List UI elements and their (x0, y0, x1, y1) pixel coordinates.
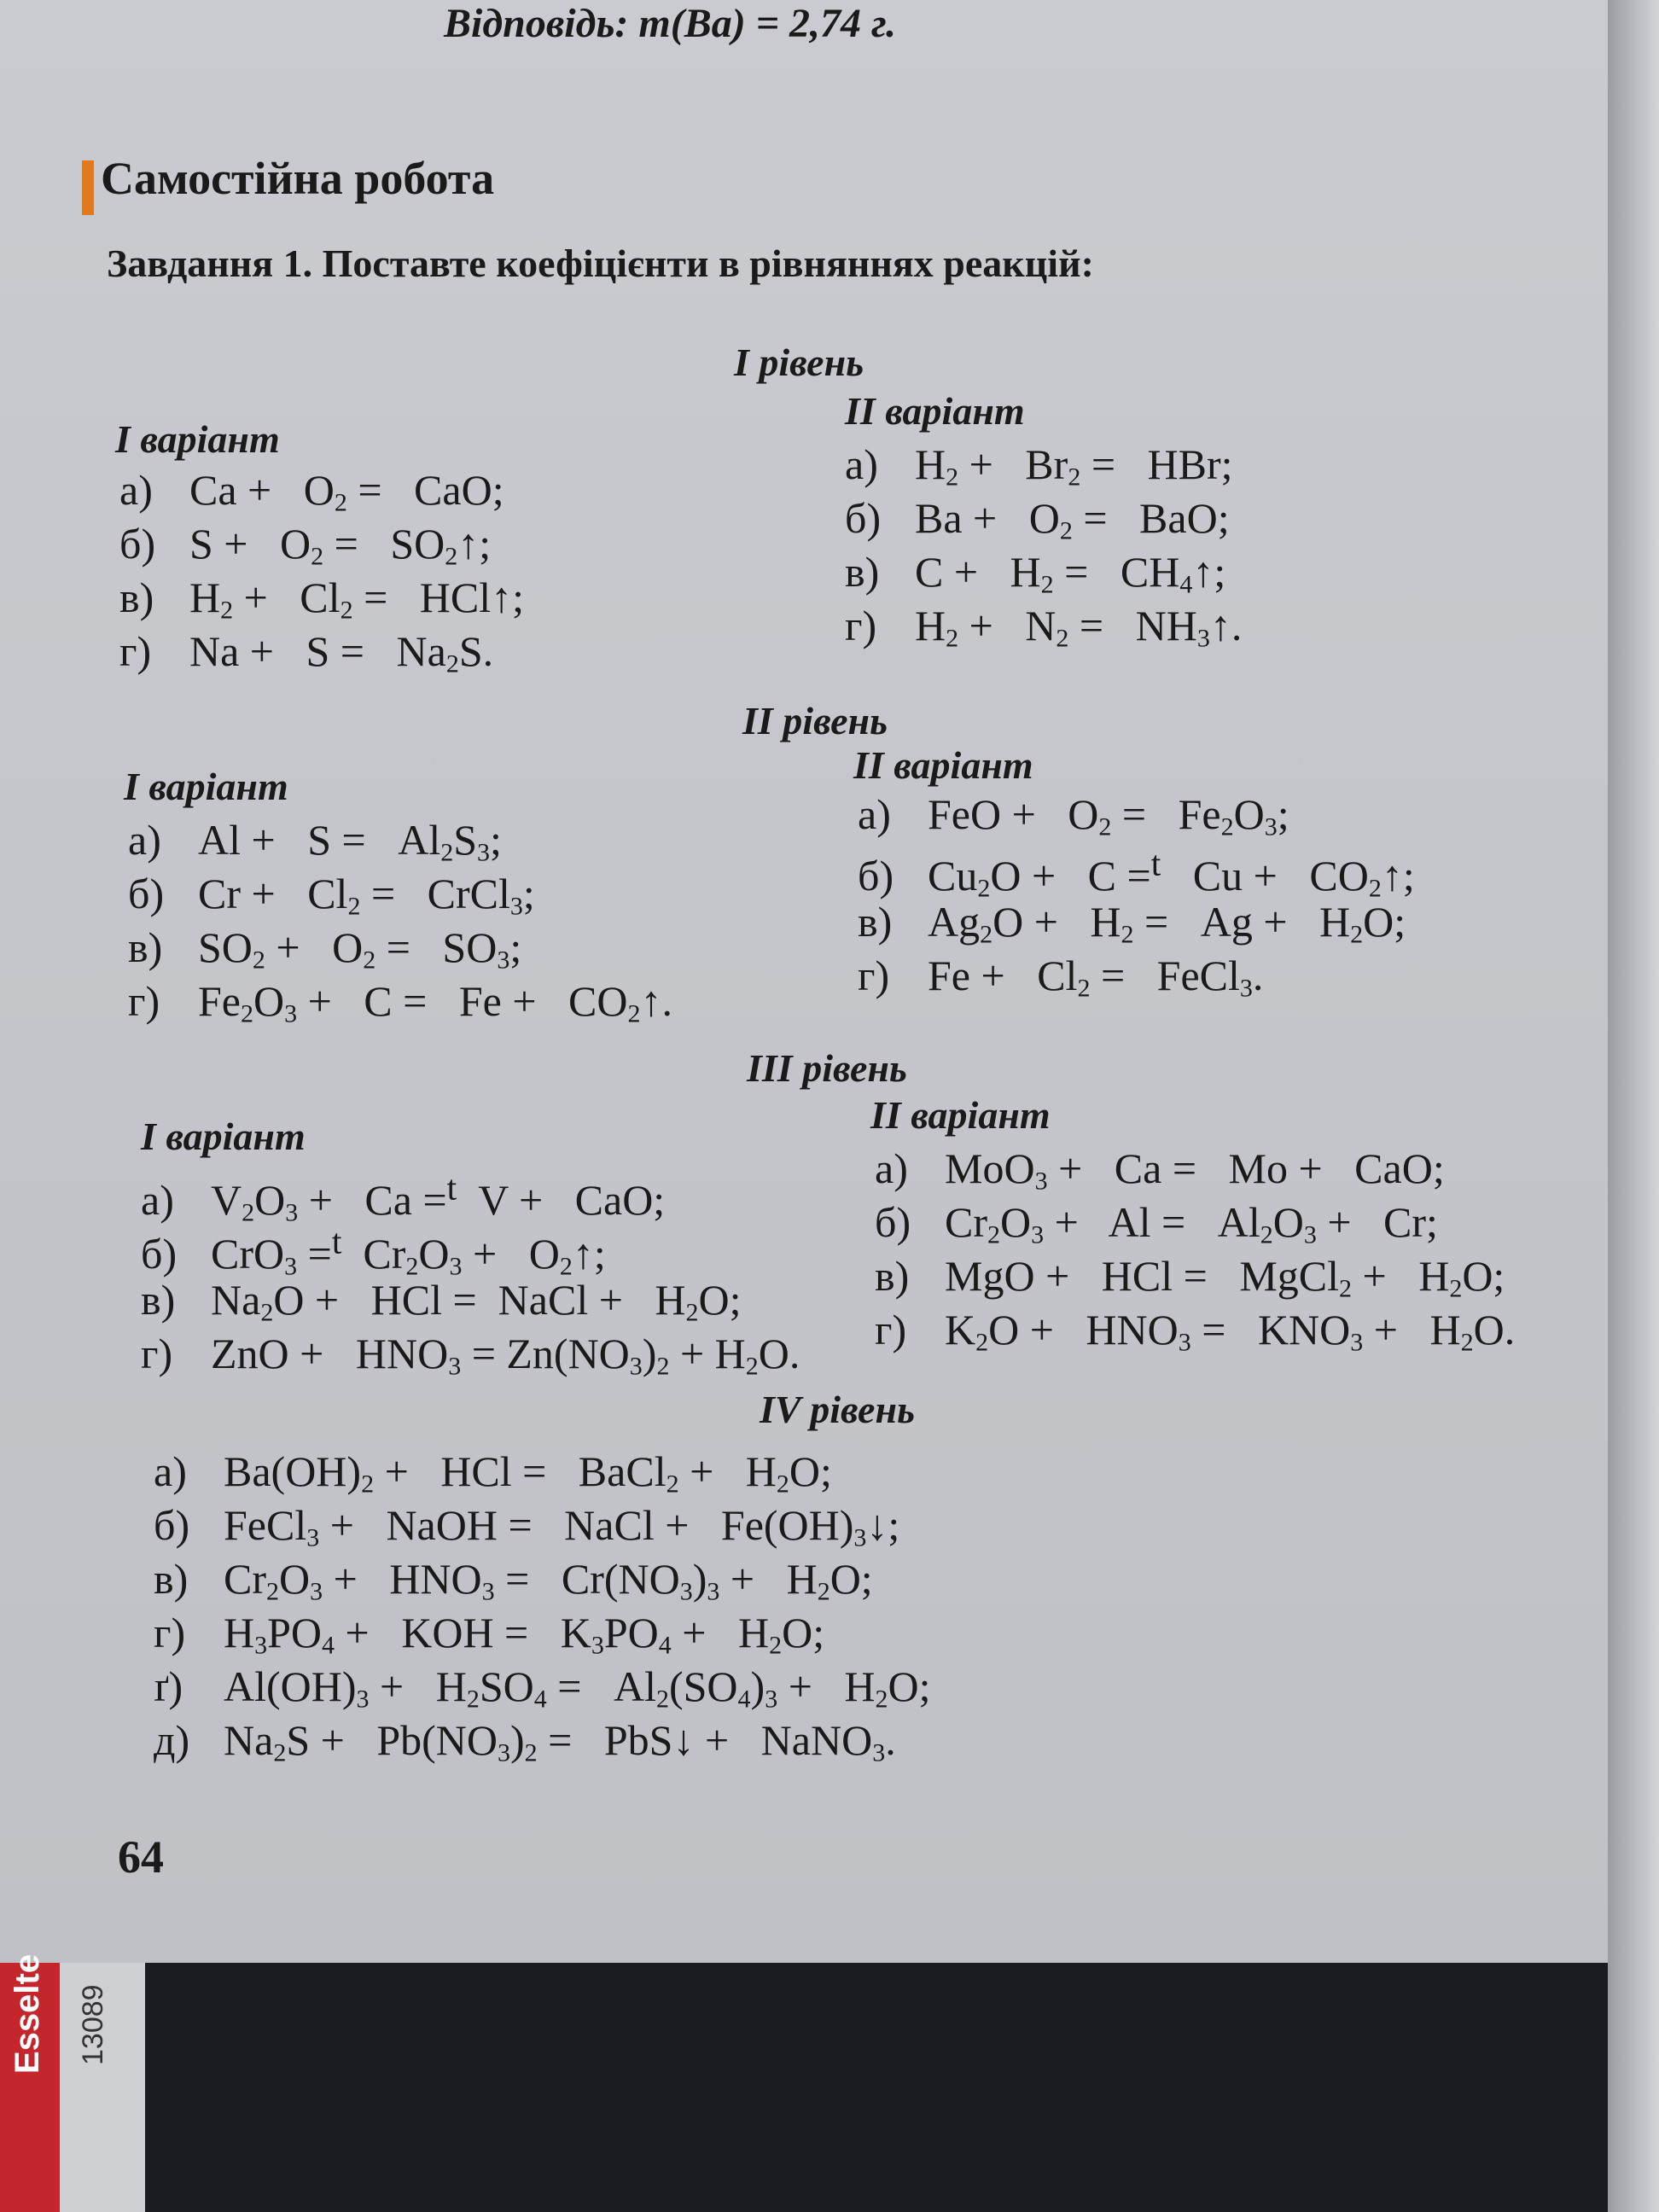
page-number: 64 (118, 1831, 164, 1883)
equation-text: $K_2O + HNO_3 = KNO_3 + H_2O$. (945, 1306, 1516, 1357)
level-1-title: I рівень (734, 341, 864, 384)
equation-letter: а) (858, 790, 891, 838)
equation-text: $C + H_2$ = $CH_4↑$; (915, 548, 1226, 599)
equation-text: $Cr_2O_3 + Al = Al_2O_3 + Cr$; (945, 1198, 1438, 1249)
equation-line (875, 1144, 1445, 1196)
equation-line (128, 869, 535, 922)
equation-line (858, 897, 1406, 950)
equation-line (141, 1275, 742, 1328)
level-3-variant-1-title: I варіант (141, 1115, 306, 1158)
level-2-variant-1-title: I варіант (124, 765, 288, 808)
equation-line (875, 1197, 1438, 1250)
equation-line (141, 1221, 606, 1281)
equation-letter: г) (875, 1306, 907, 1353)
level-3-variant-2-title: II варіант (870, 1093, 1051, 1137)
level-4-title: IV рівень (760, 1388, 916, 1431)
equation-letter: а) (128, 816, 161, 864)
equation-letter: ґ) (154, 1662, 183, 1710)
equation-letter: г) (141, 1330, 173, 1377)
equation-line (154, 1662, 931, 1714)
equation-text: $S + O_2$ = $SO_2↑$; (189, 520, 492, 571)
equation-line (875, 1251, 1505, 1304)
equation-text: CrO$_3$ =$^t$ $Cr_2O_3$ + $O_2↑$; (211, 1222, 606, 1281)
equation-letter: г) (154, 1609, 186, 1656)
equation-letter: а) (141, 1175, 174, 1224)
page-edge-shadow (1608, 0, 1659, 2212)
equation-text: MoO$_3$ + Ca = Mo + CaO; (945, 1144, 1445, 1196)
equation-text: $Ba(OH)_2$ + HCl = BaCl$_2$ + $H_2O$; (224, 1447, 832, 1499)
binder-tab (0, 1953, 145, 2212)
equation-text: MgO + HCl = MgCl$_2$ + $H_2O$; (945, 1252, 1505, 1303)
equation-line (858, 951, 1263, 1004)
equation-text: $Ba + O_2$ = BaO; (915, 494, 1230, 545)
equation-text: ZnO + $HNO_3 = Zn(NO_3)_2 + H_2O$. (211, 1330, 800, 1381)
equation-line (141, 1329, 800, 1382)
equation-line (154, 1447, 832, 1499)
equation-text: $Cr_2O_3 + HNO_3 = Cr(NO_3)_3 + H_2O$; (224, 1555, 873, 1606)
level-2-variant-2-title: II варіант (853, 743, 1033, 787)
equation-letter: б) (141, 1229, 178, 1278)
equation-letter: а) (875, 1144, 908, 1192)
equation-line (845, 493, 1230, 546)
equation-letter: г) (858, 952, 890, 999)
binder-tab-code: 13089 (77, 1984, 109, 2065)
equation-letter: в) (154, 1555, 189, 1603)
section-title: Самостійна робота (101, 153, 495, 204)
equation-text: $H_3PO_4$ + KOH = $K_3PO_4 + H_2O$; (224, 1609, 825, 1660)
equation-letter: в) (119, 573, 154, 621)
level-1-variant-1-title: I варіант (115, 417, 280, 461)
equation-letter: в) (141, 1276, 176, 1324)
equation-line (154, 1715, 896, 1768)
equation-line (845, 439, 1233, 492)
equation-line (119, 519, 491, 572)
equation-line (154, 1608, 824, 1661)
level-3-title: III рівень (747, 1046, 907, 1090)
equation-text: $Ca + O_2$ = CaO; (189, 466, 504, 517)
equation-text: $Na_2S + Pb(NO_3)_2$ = PbS↓ + NaNO$_3$. (224, 1716, 896, 1767)
equation-line (128, 923, 521, 975)
equation-letter: а) (119, 466, 153, 514)
equation-letter: б) (154, 1501, 190, 1549)
equation-text: FeCl$_3$ + NaOH = NaCl + $Fe(OH)_3↓$; (224, 1501, 900, 1552)
equation-letter: в) (845, 548, 880, 596)
equation-text: $H_2 + Cl_2$ = HCl↑; (189, 573, 525, 625)
equation-text: $H_2 + Br_2$ = HBr; (915, 440, 1233, 492)
equation-line (119, 573, 524, 626)
equation-line (119, 626, 493, 679)
equation-text: $Al(OH)_3 + H_2SO_4 = Al_2(SO_4)_3 + H_2O$; (224, 1662, 931, 1714)
equation-letter: г) (845, 602, 877, 649)
previous-answer-line: Відповідь: m(Ba) = 2,74 г. (444, 1, 897, 46)
equation-text: $V_2O_3 + Ca =^t$ V + CaO; (211, 1168, 666, 1227)
equation-line (858, 843, 1415, 903)
level-1-variant-2-title: II варіант (845, 389, 1025, 433)
equation-line (154, 1500, 899, 1553)
equation-letter: б) (128, 870, 165, 917)
equation-line (141, 1167, 665, 1227)
equation-text: $Fe_2O_3 + C = Fe$ + $CO_2↑$. (198, 977, 673, 1028)
equation-line (154, 1554, 873, 1607)
binder-tab-brand: Esselte (9, 1953, 46, 2074)
equation-text: $Na_2O$ + HCl = NaCl + $H_2O$; (211, 1276, 742, 1327)
equation-line (875, 1305, 1515, 1358)
equation-text: $H_2 + N_2$ = $NH_3↑$. (915, 602, 1243, 653)
equation-line (128, 815, 502, 868)
equation-text: $Al + S = Al_2S_3$; (198, 816, 502, 867)
equation-text: $Cr + Cl_2$ = CrCl$_3$; (198, 870, 535, 921)
equation-letter: г) (119, 627, 152, 675)
task-title: Завдання 1. Поставте коефіцієнти в рівняннях реакцій: (107, 242, 1094, 285)
equation-letter: б) (119, 520, 156, 568)
level-2-title: II рівень (742, 699, 888, 742)
equation-text: FeO + $O_2 = Fe_2O_3$; (928, 790, 1289, 841)
equation-line (845, 601, 1242, 654)
equation-line (119, 465, 504, 518)
equation-letter: б) (875, 1198, 911, 1246)
equation-text: $Cu_2O + C =^t$ $Cu + CO_2↑$; (928, 844, 1415, 903)
equation-line (858, 789, 1289, 842)
equation-letter: б) (845, 494, 882, 542)
equation-text: $Na + S = Na_2S$. (189, 627, 494, 678)
section-marker (82, 160, 94, 215)
equation-letter: в) (875, 1252, 910, 1300)
equation-text: $SO_2 + O_2 = SO_3$; (198, 923, 522, 975)
equation-line (128, 976, 672, 1029)
equation-text: $Fe + Cl_2$ = FeCl$_3$. (928, 952, 1264, 1003)
equation-letter: б) (858, 851, 894, 899)
equation-letter: в) (128, 923, 163, 971)
equation-letter: г) (128, 977, 160, 1025)
equation-letter: а) (845, 440, 878, 488)
equation-letter: а) (154, 1447, 187, 1495)
equation-letter: д) (154, 1716, 190, 1764)
equation-line (845, 547, 1225, 600)
equation-letter: в) (858, 898, 893, 946)
equation-text: $Ag_2O + H_2 = Ag + H_2O$; (928, 898, 1406, 949)
